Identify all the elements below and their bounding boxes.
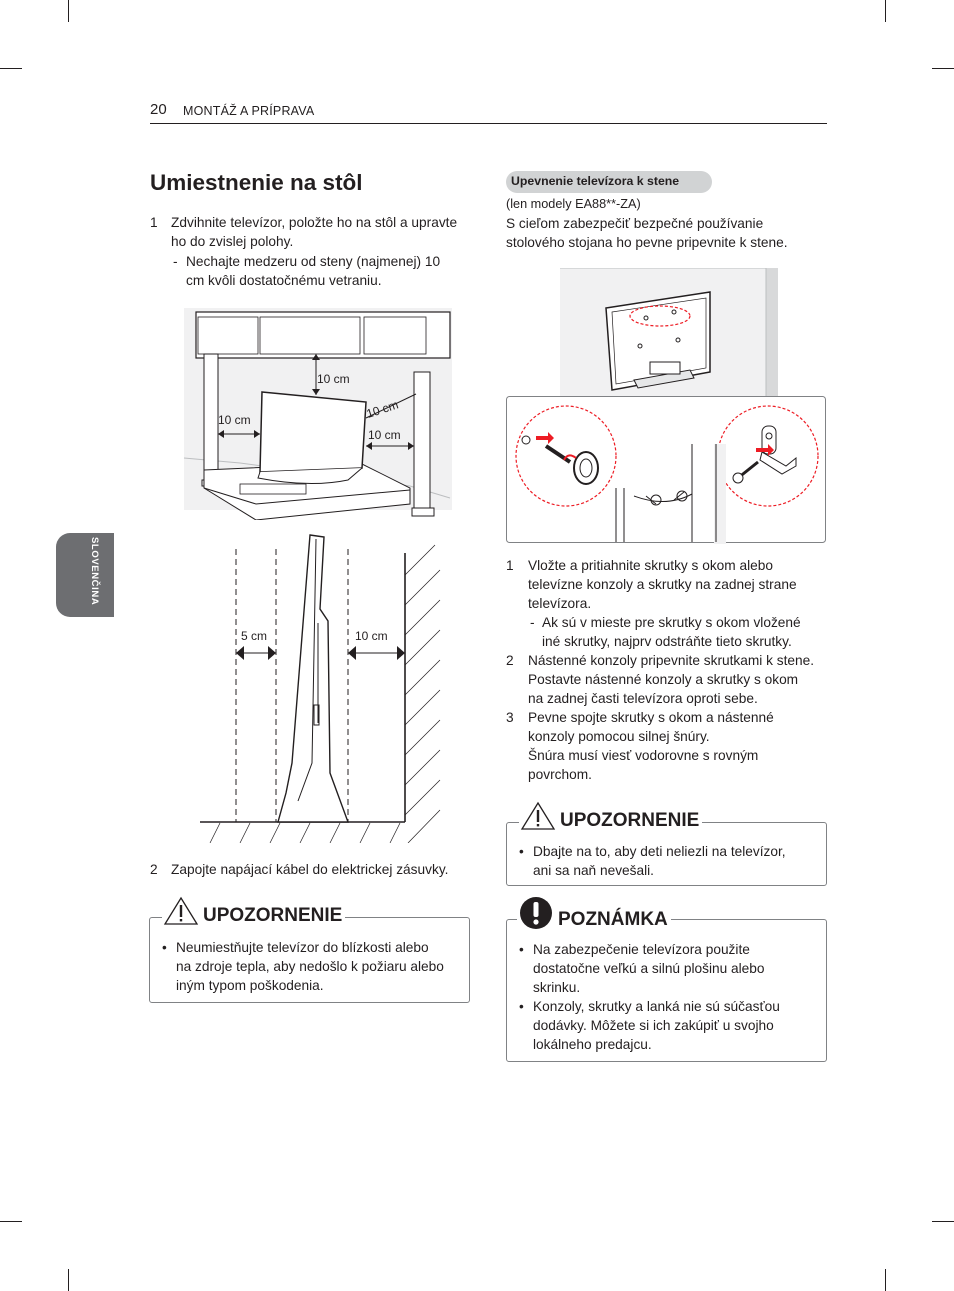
clearance-label: 10 cm bbox=[218, 413, 251, 427]
sub-text: Nechajte medzeru od steny (najmenej) 10 bbox=[186, 254, 441, 269]
step-number: 2 bbox=[506, 653, 514, 668]
crop-mark bbox=[885, 0, 886, 22]
step-text: Pevne spojte skrutky s okom a nástenné bbox=[528, 710, 774, 725]
bullet-dot: • bbox=[519, 999, 524, 1014]
step-text: Zapojte napájací kábel do elektrickej zásuvky. bbox=[171, 862, 449, 877]
note-box bbox=[506, 909, 827, 1062]
bullet-text: Neumiestňujte televízor do blízkosti alebo bbox=[176, 940, 429, 955]
crop-mark bbox=[932, 68, 954, 69]
sub-dash: - bbox=[173, 254, 178, 269]
language-tab bbox=[56, 533, 114, 617]
clearance-label: 10 cm bbox=[368, 428, 401, 442]
bullet-dot: • bbox=[519, 844, 524, 859]
page-title: Umiestnenie na stôl bbox=[150, 170, 363, 195]
step-text: Zdvihnite televízor, položte ho na stôl a upravte bbox=[171, 215, 458, 230]
step-number: 3 bbox=[506, 710, 514, 725]
sub-text: iné skrutky, najprv odstráňte tieto skrutky. bbox=[542, 634, 792, 649]
crop-mark bbox=[932, 1221, 954, 1222]
bullet-text: Konzoly, skrutky a lanká nie sú súčasťou bbox=[533, 999, 780, 1014]
step-text: povrchom. bbox=[528, 767, 592, 782]
clearance-label: 10 cm bbox=[355, 629, 388, 643]
tv-side-view-clearance-illustration bbox=[200, 533, 444, 843]
warning-triangle-icon bbox=[519, 801, 557, 831]
section-tag-label: Upevnenie televízora k stene bbox=[511, 174, 680, 188]
intro-text: (len modely EA88**-ZA) bbox=[506, 197, 641, 211]
sub-dash: - bbox=[530, 615, 535, 630]
crop-mark bbox=[885, 1269, 886, 1291]
caution-box bbox=[506, 810, 827, 886]
note-title: POZNÁMKA bbox=[555, 909, 671, 931]
step-text: televízne konzoly a skrutky na zadnej strane bbox=[528, 577, 797, 592]
caution-box bbox=[149, 905, 470, 1003]
step-text: televízora. bbox=[528, 596, 592, 611]
clearance-label: 10 cm bbox=[317, 372, 350, 386]
language-tab-label: SLOVENČINA bbox=[89, 537, 100, 606]
bullet-text: Dbajte na to, aby deti neliezli na televízor, bbox=[533, 844, 786, 859]
bullet-text: ani sa naň nevešali. bbox=[533, 863, 654, 878]
step-number: 2 bbox=[150, 862, 158, 877]
warning-triangle-icon bbox=[162, 896, 200, 926]
crop-mark bbox=[68, 0, 69, 22]
bullet-dot: • bbox=[162, 940, 167, 955]
sub-text: cm kvôli dostatočnému vetraniu. bbox=[186, 273, 382, 288]
exclamation-circle-icon bbox=[517, 896, 555, 930]
clearance-label: 5 cm bbox=[241, 629, 268, 643]
section-tag bbox=[506, 171, 712, 193]
section-name: MONTÁŽ A PRÍPRAVA bbox=[183, 104, 315, 118]
bullet-text: iným typom poškodenia. bbox=[176, 978, 324, 993]
bullet-text: lokálneho predajcu. bbox=[533, 1037, 652, 1052]
step-text: Nástenné konzoly pripevnite skrutkami k stene. bbox=[528, 653, 815, 668]
step-number: 1 bbox=[150, 215, 158, 230]
step-text: konzoly pomocou silnej šnúry. bbox=[528, 729, 710, 744]
step-text: Šnúra musí viesť vodorovne s rovným bbox=[528, 748, 759, 763]
step-text: na zadnej časti televízora oproti sebe. bbox=[528, 691, 758, 706]
page-number: 20 bbox=[150, 101, 167, 118]
crop-mark bbox=[68, 1269, 69, 1291]
step-text: Postavte nástenné konzoly a skrutky s okom bbox=[528, 672, 799, 687]
crop-mark bbox=[0, 68, 22, 69]
intro-text: S cieľom zabezpečiť bezpečné používanie bbox=[506, 216, 764, 231]
tv-table-clearance-illustration bbox=[180, 308, 452, 520]
intro-text: stolového stojana ho pevne pripevnite k stene. bbox=[506, 235, 788, 250]
wall-mount-illustration bbox=[560, 268, 778, 396]
bullet-text: dostatočne veľkú a silnú plošinu alebo bbox=[533, 961, 765, 976]
caution-title: UPOZORNENIE bbox=[557, 810, 702, 832]
eye-bolt-bracket-illustration bbox=[506, 396, 826, 544]
bullet-text: na zdroje tepla, aby nedošlo k požiaru alebo bbox=[176, 959, 444, 974]
step-number: 1 bbox=[506, 558, 514, 573]
bullet-text: skrinku. bbox=[533, 980, 581, 995]
bullet-text: Na zabezpečenie televízora použite bbox=[533, 942, 750, 957]
page-header bbox=[150, 101, 827, 124]
bullet-text: dodávky. Môžete si ich zakúpiť u svojho bbox=[533, 1018, 774, 1033]
step-text: Vložte a pritiahnite skrutky s okom alebo bbox=[528, 558, 773, 573]
bullet-dot: • bbox=[519, 942, 524, 957]
caution-title: UPOZORNENIE bbox=[200, 905, 345, 927]
crop-mark bbox=[0, 1221, 22, 1222]
sub-text: Ak sú v mieste pre skrutky s okom vložené bbox=[542, 615, 801, 630]
step-text: ho do zvislej polohy. bbox=[171, 234, 294, 249]
clearance-label: 10 cm bbox=[364, 397, 401, 421]
